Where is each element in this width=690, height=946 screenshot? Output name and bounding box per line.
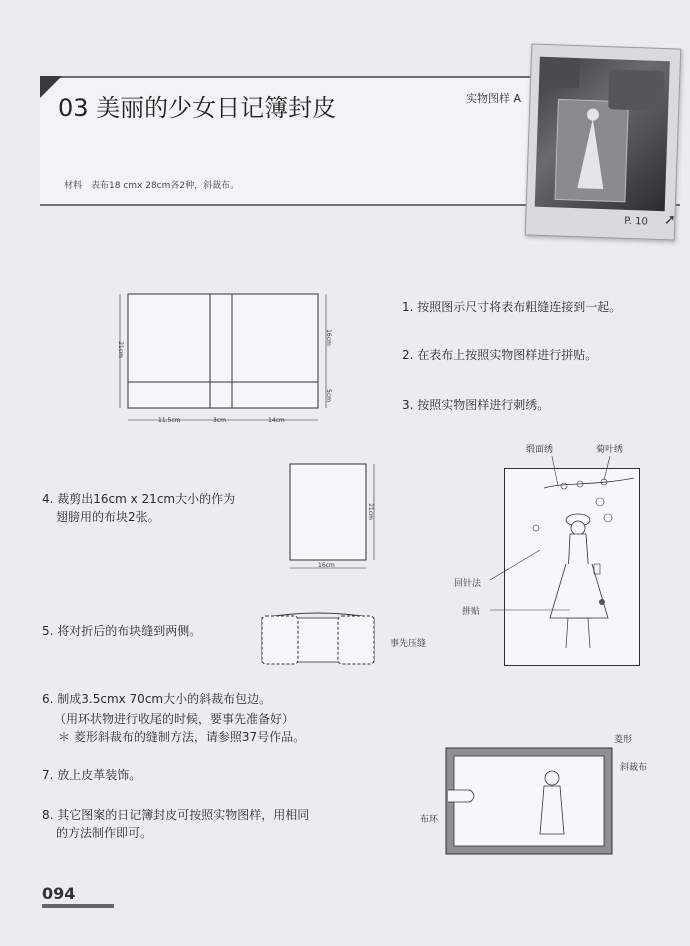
- diagram1-right-bottom-label: 5cm: [324, 389, 332, 402]
- cursor-arrow-icon: ➚: [664, 212, 676, 228]
- step-8: 8. 其它图案的日记簿封皮可按照实物图样，用相同: [42, 808, 310, 822]
- diagram2-width-label: 16cm: [318, 562, 335, 569]
- wing-piece-diagram: [284, 462, 380, 574]
- layout-diagram: [112, 286, 344, 430]
- page-title: 03 美丽的少女日记簿封皮: [58, 94, 337, 122]
- sewing-diagram: [258, 606, 378, 668]
- page-number-underline: [42, 904, 114, 908]
- diagram3-note: 事先压缝: [390, 639, 427, 649]
- finished-cover-diagram: [444, 746, 616, 858]
- photo-drawing: [535, 57, 670, 211]
- product-photo: [525, 43, 682, 240]
- step-6: 6. 制成3.5cmx 70cm大小的斜裁布包边。: [42, 692, 272, 706]
- diagram1-bottom-label-2: 3cm: [213, 417, 226, 424]
- step-8-continued: 的方法制作即可。: [56, 826, 153, 840]
- sample-label: 实物图样 A: [466, 92, 522, 105]
- step-4-continued: 翅膀用的布块2张。: [56, 510, 160, 524]
- diagram1-height-label: 21cm: [116, 341, 124, 358]
- photo-image: [535, 57, 670, 211]
- diagram1-bottom-label-3: 14cm: [268, 417, 285, 424]
- finished-label-bias: 斜裁布: [620, 763, 648, 773]
- step-2: 2. 在表布上按照实物图样进行拼贴。: [402, 348, 598, 362]
- finished-label-diamond: 菱形: [614, 735, 633, 745]
- photo-page-ref: P. 10: [624, 215, 648, 228]
- diagram1-bottom-label-1: 11.5cm: [158, 417, 181, 424]
- step-6-reference: ＊ 菱形斜裁布的缝制方法，请参照37号作品。: [58, 730, 306, 744]
- page-number: 094: [42, 884, 76, 903]
- embroidery-label-daisy: 菊叶绣: [596, 445, 624, 455]
- finished-label-loop: 布环: [420, 815, 439, 825]
- step-4: 4. 裁剪出16cm x 21cm大小的作为: [42, 492, 236, 506]
- diagram2-height-label: 21cm: [366, 503, 374, 520]
- diagram1-right-top-label: 16cm: [324, 329, 332, 346]
- step-6-note: （用环状物进行收尾的时候，要事先准备好）: [54, 712, 295, 726]
- embroidery-label-backstitch: 回针法: [454, 579, 482, 589]
- embroidery-leader-lines: [440, 440, 650, 640]
- step-5: 5. 将对折后的布块缝到两侧。: [42, 624, 202, 638]
- embroidery-label-applique: 拼贴: [462, 607, 481, 617]
- step-3: 3. 按照实物图样进行刺绣。: [402, 398, 550, 412]
- materials-text: 材料 表布18 cmx 28cm各2种，斜裁布。: [64, 181, 240, 191]
- step-7: 7. 放上皮革装饰。: [42, 768, 142, 782]
- step-1: 1. 按照图示尺寸将表布粗缝连接到一起。: [402, 300, 622, 314]
- embroidery-label-satin: 缎面绣: [526, 445, 554, 455]
